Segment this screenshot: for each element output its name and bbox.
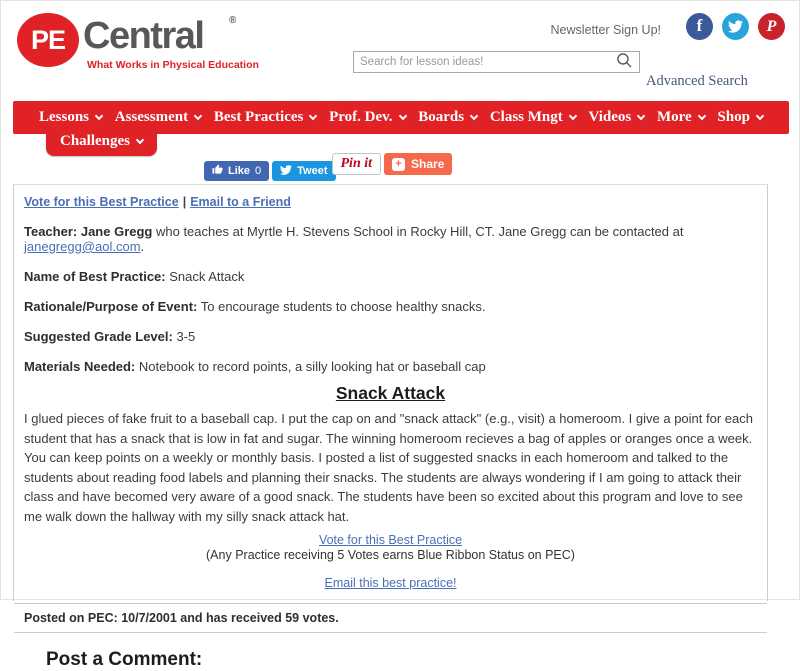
pe-logo-icon — [17, 13, 79, 67]
nav-item-lessons[interactable] — [39, 109, 102, 126]
vote-best-practice-link-bottom[interactable]: Vote for this Best Practice — [318, 533, 463, 547]
divider — [14, 603, 767, 604]
email-to-friend-link[interactable]: Email to a Friend — [190, 195, 291, 209]
like-label: Like — [228, 165, 251, 177]
top-links — [24, 195, 757, 209]
facebook-icon[interactable] — [686, 13, 713, 40]
newsletter-row — [551, 13, 785, 40]
teacher-text: who teaches at Myrtle H. Stevens School in Rocky Hill, CT. Jane Gregg can be contacted at — [152, 224, 684, 239]
nav-item-label: Challenges — [60, 133, 131, 149]
chevron-down-icon — [398, 111, 406, 119]
chevron-down-icon — [756, 111, 764, 119]
chevron-down-icon — [194, 111, 202, 119]
chevron-down-icon — [569, 111, 577, 119]
addthis-icon: + — [392, 158, 405, 171]
nav-item-videos[interactable] — [588, 109, 644, 126]
facebook-like-button[interactable] — [204, 161, 269, 181]
teacher-label: Teacher: — [24, 224, 78, 239]
nav-item-best-practices[interactable] — [214, 109, 317, 126]
nav-item-label: Class Mngt — [489, 109, 563, 125]
field-materials — [24, 359, 757, 374]
field-value: Snack Attack — [165, 269, 245, 284]
registered-mark: ® — [229, 15, 237, 26]
chevron-down-icon — [309, 111, 317, 119]
vote-best-practice-link[interactable]: Vote for this Best Practice — [24, 195, 179, 209]
nav-item-class-mngt[interactable] — [490, 109, 576, 126]
nav-item-boards[interactable] — [418, 109, 477, 126]
nav-item-label: Videos — [588, 109, 632, 125]
tweet-button[interactable] — [272, 161, 335, 181]
search-button[interactable] — [616, 52, 639, 72]
nav-item-more[interactable] — [657, 109, 705, 126]
divider — [14, 632, 767, 633]
logo-tagline: What Works in Physical Education — [87, 59, 259, 71]
nav-item-label: Lessons — [39, 109, 90, 125]
field-label: Rationale/Purpose of Event: — [24, 299, 198, 314]
nav-item-label: Shop — [717, 109, 750, 125]
pe-logo-text: PE — [30, 24, 66, 55]
link-separator: | — [182, 195, 187, 209]
nav-item-shop[interactable] — [717, 109, 763, 126]
teacher-name: Jane Gregg — [77, 224, 153, 239]
teacher-line — [24, 224, 757, 254]
thumbs-up-icon — [212, 164, 228, 178]
field-rationale — [24, 299, 757, 314]
field-value: 3-5 — [172, 329, 196, 344]
pinit-label: Pin it — [340, 156, 373, 171]
nav-item-prof-dev[interactable] — [329, 109, 405, 126]
chevron-down-icon — [95, 111, 103, 119]
field-value: To encourage students to choose healthy snacks. — [197, 299, 486, 314]
nav-item-label: Assessment — [114, 109, 189, 125]
pinterest-icon[interactable] — [758, 13, 785, 40]
main-nav — [13, 101, 789, 134]
chevron-down-icon — [697, 111, 705, 119]
practice-description: I glued pieces of fake fruit to a baseball cap. I put the cap on and "snack attack" (e.g., visit) a homeroom. I give a point for each student that has a snack that is low in fat and sugar. The winning homeroom recieves a bag of apples or oranges once a week. You can keep points on a weekly or monthly basis. I posted a list of suggested snacks in each homeroom and talked to the students about reading food labels and planning their snacks. The students are always wondering if I am going to attack their class and have becomed very aware of a good snack. The students have been so excited about this program and love to see me walk down the hallway with my silly snack attack hat. — [24, 411, 753, 524]
chevron-down-icon — [637, 111, 645, 119]
pinit-button[interactable] — [332, 153, 382, 175]
search-icon — [616, 52, 633, 72]
addthis-share-button[interactable] — [384, 153, 452, 175]
advanced-search-link[interactable]: Advanced Search — [646, 73, 748, 89]
field-label: Suggested Grade Level: — [24, 329, 173, 344]
tweet-label: Tweet — [297, 165, 328, 177]
nav-item-label: Boards — [418, 109, 465, 125]
chevron-down-icon — [470, 111, 478, 119]
nav-item-assessment[interactable] — [115, 109, 201, 126]
share-label: Share — [411, 157, 445, 171]
newsletter-signup-link[interactable]: Newsletter Sign Up! — [550, 22, 661, 37]
email-best-practice-link[interactable]: Email this best practice! — [324, 576, 457, 590]
logo-wordmark: Central — [83, 15, 204, 57]
practice-title: Snack Attack — [335, 383, 446, 403]
nav-item-challenges[interactable] — [46, 132, 157, 156]
nav-item-label: Prof. Dev. — [329, 109, 393, 125]
article — [13, 184, 768, 670]
post-comment-heading: Post a Comment: — [46, 649, 203, 670]
nav-item-label: More — [656, 109, 692, 125]
field-name-of-best-practice — [24, 269, 757, 284]
twitter-bird-icon — [280, 164, 297, 179]
teacher-suffix: . — [140, 239, 145, 254]
vote-note: (Any Practice receiving 5 Votes earns Blue Ribbon Status on PEC) — [206, 548, 575, 562]
search-box — [353, 51, 640, 73]
field-label: Materials Needed: — [24, 359, 136, 374]
twitter-icon[interactable] — [722, 13, 749, 40]
field-grade-level — [24, 329, 757, 344]
teacher-email-link[interactable]: janegregg@aol.com — [24, 239, 141, 254]
chevron-down-icon — [136, 135, 144, 143]
pecentral-logo[interactable] — [17, 11, 267, 83]
share-row — [204, 153, 452, 181]
vote-block — [24, 533, 757, 591]
posted-info: Posted on PEC: 10/7/2001 and has received 59 votes. — [24, 611, 339, 625]
field-value: Notebook to record points, a silly looking hat or baseball cap — [135, 359, 486, 374]
like-count: 0 — [255, 165, 262, 177]
search-input[interactable] — [354, 53, 616, 71]
field-label: Name of Best Practice: — [24, 269, 166, 284]
nav-item-label: Best Practices — [213, 109, 304, 125]
